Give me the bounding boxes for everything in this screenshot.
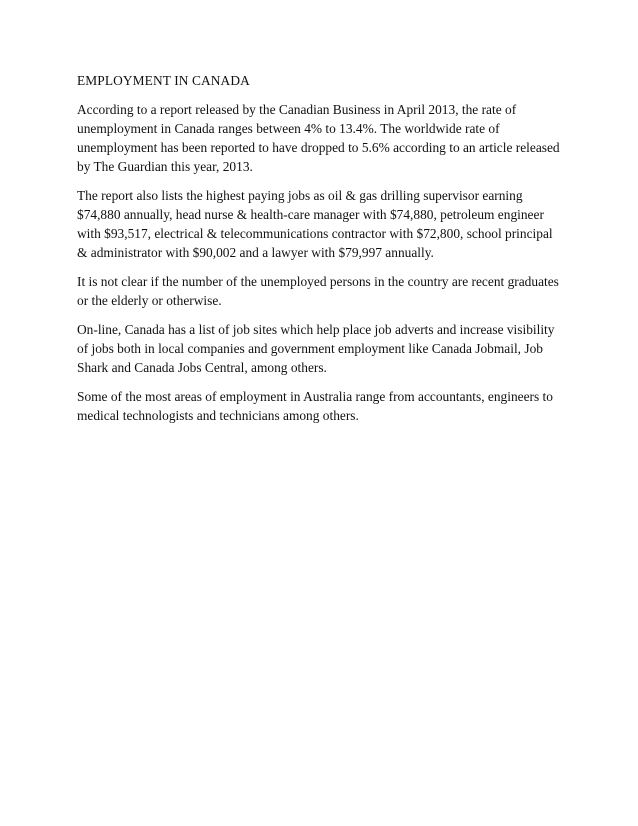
document-title: EMPLOYMENT IN CANADA [77,73,250,88]
paragraph-job-sites: On-line, Canada has a list of job sites which help place job adverts and increase visibility of jobs both in local companies and government employment like Canada Jobmail, Job Shark and Canada Jobs Central, among others. [77,322,555,375]
document-body [77,71,563,435]
paragraph-unemployed-demographics: It is not clear if the number of the unemployed persons in the country are recent graduates or the elderly or otherwise. [77,274,559,308]
paragraph-highest-paying-jobs: The report also lists the highest paying jobs as oil & gas drilling supervisor earning $74,880 annually, head nurse & health-care manager with $74,880, petroleum engineer with $93,517, electrical & telecommunications contractor with $72,800, school principal & administrator with $90,002 and a lawyer with $79,997 annually. [77,188,553,260]
paragraph-unemployment-rate: According to a report released by the Canadian Business in April 2013, the rate of unemployment in Canada ranges between 4% to 13.4%. The worldwide rate of unemployment has been reported to have dropped to 5.6% according to an article released by The Guardian this year, 2013. [77,102,560,174]
paragraph-employment-areas: Some of the most areas of employment in Australia range from accountants, engineers to medical technologists and technicians among others. [77,389,553,423]
